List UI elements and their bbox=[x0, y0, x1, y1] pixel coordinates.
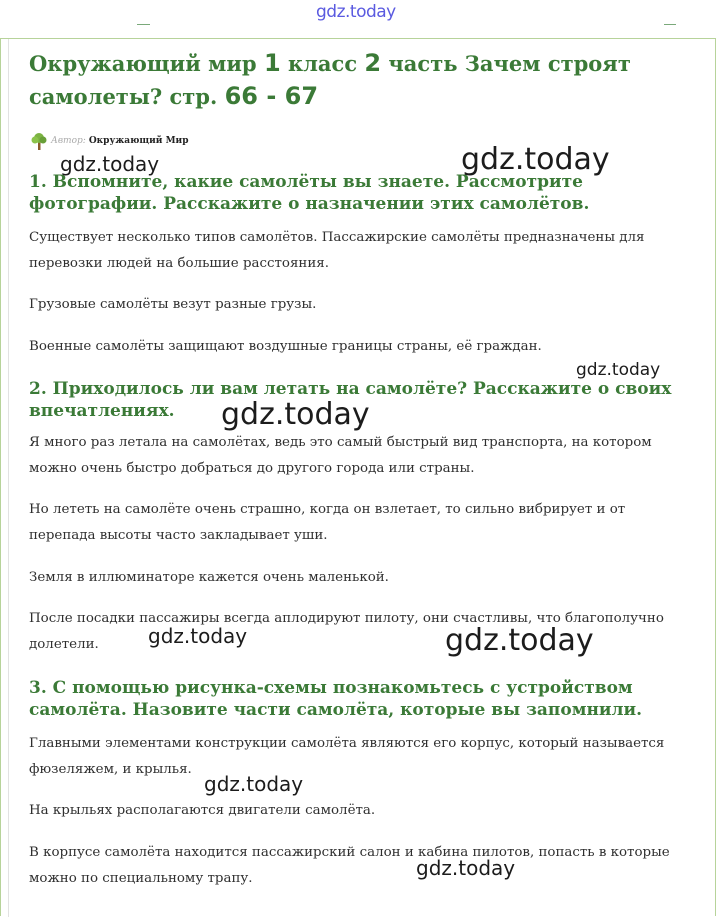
author-name[interactable]: Окружающий Мир bbox=[88, 136, 189, 146]
question-1: 1. Вспомните, какие самолёты вы знаете. Рассмотрите фотографии. Расскажите о назначении этих самолётов. bbox=[29, 172, 590, 214]
site-logo[interactable]: gdz.today bbox=[316, 2, 396, 22]
watermark: gdz.today bbox=[461, 142, 610, 177]
header-divider-right bbox=[664, 24, 676, 25]
watermark: gdz.today bbox=[148, 624, 248, 648]
question-2: 2. Приходилось ли вам летать на самолёте? Расскажите о своих впечатлениях. bbox=[29, 379, 672, 421]
author-label: Автор: bbox=[51, 136, 86, 146]
page-title: Окружающий мир 1 класс 2 часть Зачем строят самолеты? стр. 66 - 67 bbox=[29, 49, 631, 110]
answer-3-2: На крыльях располагаются двигатели самолёта. bbox=[29, 803, 376, 818]
answer-2-4: После посадки пассажиры всегда аплодируют пилоту, они счастливы, что благополучно долетели. bbox=[29, 611, 664, 652]
watermark: gdz.today bbox=[416, 856, 516, 880]
answer-3-3: В корпусе самолёта находится пассажирский салон и кабина пилотов, попасть в которые можно по специальному трапу. bbox=[29, 845, 670, 886]
watermark: gdz.today bbox=[204, 772, 304, 796]
answer-2-1: Я много раз летала на самолётах, ведь это самый быстрый вид транспорта, на котором можно очень быстро добраться до другого города или страны. bbox=[29, 435, 652, 476]
answer-3-1: Главными элементами конструкции самолёта являются его корпус, который называется фюзеляжем, и крылья. bbox=[29, 736, 665, 777]
watermark: gdz.today bbox=[576, 360, 661, 380]
answer-1-1: Существует несколько типов самолётов. Пассажирские самолёты предназначены для перевозки людей на большие расстояния. bbox=[29, 230, 645, 271]
answer-2-2: Но лететь на самолёте очень страшно, когда он взлетает, то сильно вибрирует и от перепада высоты часто закладывает уши. bbox=[29, 502, 626, 543]
tree-icon bbox=[29, 131, 49, 151]
watermark: gdz.today bbox=[445, 623, 594, 658]
article-left-rule bbox=[8, 39, 9, 917]
answer-1-2: Грузовые самолёты везут разные грузы. bbox=[29, 297, 317, 312]
watermark: gdz.today bbox=[60, 152, 160, 176]
answer-1-3: Военные самолёты защищают воздушные границы страны, её граждан. bbox=[29, 339, 542, 354]
question-3: 3. С помощью рисунка-схемы познакомьтесь с устройством самолёта. Назовите части самолёта, которые вы запомнили. bbox=[29, 678, 643, 720]
watermark: gdz.today bbox=[221, 397, 370, 432]
site-header bbox=[0, 0, 718, 38]
author-line bbox=[29, 131, 189, 151]
header-divider-left bbox=[137, 24, 150, 25]
answer-2-3: Земля в иллюминаторе кажется очень маленькой. bbox=[29, 570, 389, 585]
